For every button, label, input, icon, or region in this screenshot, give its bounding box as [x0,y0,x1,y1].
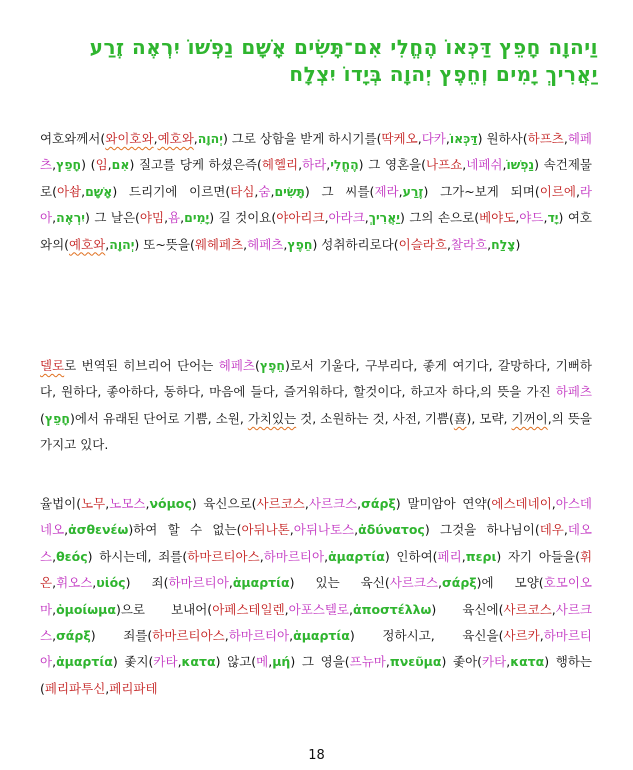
greek-word: ἁμαρτία [328,548,385,564]
transliteration: 사르코스 [256,496,305,511]
text: , [324,548,329,564]
text: , [193,131,198,146]
text: , [304,496,309,511]
text: ) 질고를 당케 하셨은즉( [129,157,262,173]
text: , [515,210,520,226]
transliteration: 에스데네이 [491,496,552,511]
underlined-word: 喜 [453,410,467,426]
hebrew-word: חָפֵץ [44,410,70,426]
page-number: 18 [308,748,325,763]
text: 여호와께서( [40,131,106,146]
hebrew-word: חֵפֶץ [287,236,313,252]
transliteration: 페리파투신 [44,680,106,696]
lexical-form: 하라 [302,157,327,173]
transliteration: 임 [95,157,108,173]
lexical-form: 다카 [421,131,446,146]
lexical-form: 찰라흐 [450,236,488,252]
hebrew-word: יָד [547,210,559,226]
text: ( [255,358,260,373]
text: ) 그 날은( [84,210,140,226]
lexical-form: 하마르티아 [263,548,325,564]
transliteration: 웨헤페츠 [194,236,244,252]
lexical-form: 페리 [437,548,462,564]
greek-word: ἀδύνατος [358,522,425,538]
lexical-form: 아스데네오 [40,496,593,538]
lexical-form: 헤페츠 [247,236,284,252]
underlined-word: 기꺼이 [511,410,548,426]
transliteration: 하마르티아스 [187,548,260,564]
lexical-form: 메 [256,654,269,670]
text: , [107,157,112,173]
text: ) 죄를( [90,628,153,644]
transliteration: 베야도 [479,210,516,226]
text: , [446,236,451,252]
hebrew-word: דַּכְּאוֹ [449,131,478,146]
text: , [254,183,259,199]
lexical-form: 사르크스 [389,575,439,591]
transliteration: 헤헬리 [261,157,299,173]
text: , [445,131,450,146]
transliteration: 페리파테 [109,680,158,696]
lexical-form: 헤페츠 [40,131,592,173]
text: , [284,601,289,617]
text: ) 또~뜻을( [134,236,195,252]
text: , [180,210,185,226]
transliteration: 와이호와 [105,131,154,146]
paragraph-romans [40,491,592,702]
transliteration: 하프츠 [527,131,564,146]
text: ) 않고( [215,654,257,670]
text: , [298,157,303,173]
lexical-form: 노모스 [109,496,146,511]
text: ,의 뜻을 가지고 있다. [40,410,592,453]
greek-word: περι [465,548,497,564]
greek-word: ἀποστέλλω [353,601,432,617]
lexical-form: 하마르티아 [168,575,229,591]
lexical-form: 제라 [374,183,399,199]
hebrew-word: אָשָׁם [85,183,113,199]
text: , [52,575,57,591]
text: ) 드리기에 이르면( [112,183,231,199]
text: ) 그것을 하나님이( [424,522,540,538]
transliteration: 아솸 [56,183,82,199]
greek-word: θεός [56,548,88,564]
hebrew-word: תָּשִׂים [274,183,305,199]
text: , [259,548,264,564]
greek-word: νόμος [149,496,192,511]
lexical-form: 하마르티아 [228,628,290,644]
text: , [268,654,273,670]
transliteration: 델로 [40,358,65,373]
text: , [438,575,443,591]
transliteration: 딱케오 [381,131,418,146]
text: , [153,131,158,146]
text: , [539,628,544,644]
greek-word: ὁμοίωμα [56,601,116,617]
lexical-form: 하페츠 [555,384,592,400]
text: )로서 기울다, 구부리다, 좋게 여기다, 갈망하다, 기뻐하다, 원하다, 좋아하다, 동하다, 마음에 들다, 즐거워하다, 할것이다, 하고자 하다,의 뜻을 가진 [40,358,592,400]
text: ) [515,236,521,252]
text: 것, 소원하는 것, 사전, 기쁨( [296,410,454,426]
transliteration: 사르코스 [503,601,552,617]
transliteration: 노무 [81,496,106,511]
text: ) 속건제물로( [40,157,592,199]
text: , [52,628,57,644]
text: , [563,522,568,538]
hebrew-word: אִם [111,157,130,173]
transliteration: 이르에 [539,183,576,199]
greek-word: ἁμαρτία [293,628,350,644]
text: , [283,236,288,252]
greek-word: κατα [510,654,545,670]
text: ( [40,410,45,426]
transliteration: 예호와 [69,236,106,252]
text: , [324,210,329,226]
text: ) 성취하리로다( [312,236,399,252]
text: ) 하시는데, 죄를( [87,548,188,564]
greek-word: πνεῦμα [389,654,442,670]
text: , [228,575,233,591]
lexical-form: 숨 [258,183,271,199]
hebrew-word: יְהוָה [109,236,135,252]
text: , [502,157,507,173]
text: ) 인하여( [384,548,438,564]
hebrew-word: חָפֵץ [56,157,82,173]
lexical-form: 네페쉬 [466,157,503,173]
text: ) 그 영혼을( [358,157,427,173]
text: )하여 할 수 없는( [128,522,242,538]
text: , [64,522,69,538]
text: , [575,183,580,199]
hebrew-word: נַפְשׁוֹ [506,157,535,173]
text: , [506,654,511,670]
text: , [398,183,403,199]
hebrew-word: יִרְאֶה [56,210,85,226]
text: ) 그 영을( [290,654,350,670]
lexical-form: 아라크 [328,210,365,226]
text: ) 좇아( [441,654,483,670]
text: ) 그 씨를( [304,183,375,199]
text: , [417,131,422,146]
transliteration: 사르카 [503,628,540,644]
text: , [551,496,556,511]
text: , [543,210,548,226]
lexical-form: 욤 [168,210,181,226]
lexical-form: 휘오스 [56,575,93,591]
text: ) 그가~보게 되며( [423,183,540,199]
text: ) 여호와의( [40,210,592,252]
text: , [462,157,467,173]
text: ) 자기 아들을( [496,548,580,564]
underlined-word: 가치있는 [247,410,297,426]
text: ) 길 것이요( [209,210,277,226]
lexical-form: 헤페츠 [218,358,255,373]
text: , [289,522,294,538]
hebrew-word: יָמִים [184,210,210,226]
lexical-form: 프뉴마 [349,654,386,670]
text: , [461,548,466,564]
text: , [224,628,229,644]
lexical-form: 라아 [40,183,592,226]
greek-word: σάρξ [361,496,396,511]
lexical-form: 카타 [153,654,178,670]
text: , [243,236,248,252]
greek-word: σάρξ [56,628,91,644]
lexical-form: 사르크스 [308,496,358,511]
transliteration: 데우 [539,522,564,538]
text: , [354,522,359,538]
text: ) 그로 상함을 받게 하시기를( [222,131,382,146]
hebrew-word: הֶחֱלִי [330,157,359,173]
text: , [105,236,110,252]
lexical-form: 데오스 [40,522,592,564]
text: )에 모양( [476,575,544,591]
transliteration: 예호와 [157,131,194,146]
greek-word: κατα [181,654,216,670]
transliteration: 야밈 [139,210,165,226]
transliteration: 타심 [230,183,255,199]
text: ) ( [81,157,96,173]
text: ) 정하시고, 육신을( [349,628,504,644]
text: ) 그의 손으로( [399,210,480,226]
lexical-form: 야드 [519,210,544,226]
text: ) 육신으로( [191,496,257,511]
paragraph-verse-translation [40,126,592,258]
hebrew-word: יַאֲרִיךְ [368,210,400,226]
paragraph-word-study [40,353,592,459]
text: , [487,236,492,252]
text: , [326,157,331,173]
text: , [52,157,57,173]
text: , [92,575,97,591]
text: ) 죄( [125,575,169,591]
text: , [164,210,169,226]
text: 로 번역된 히브리어 단어는 [64,358,219,373]
text: ) 있는 육신( [289,575,390,591]
text: , [52,601,57,617]
text: , [145,496,150,511]
lexical-form: 호모이오마 [40,575,592,617]
hebrew-verse: וַיהוָה חָפֵץ דַּכְּאוֹ הֶחֱלִי אִם־תָּשִׂים אָשָׁם נַפְשׁוֹ יִרְאֶה זֶרַע יַאֲרִיךְ יָמִים וְחֵפֶץ יְהוָה בְּיָדוֹ יִצְלָח [89,35,598,86]
text: , [105,496,110,511]
text: )으로 보내어( [115,601,213,617]
text: 율법이( [40,496,82,511]
text: , [385,654,390,670]
greek-word: υἱός [96,575,126,591]
lexical-form: 카타 [482,654,507,670]
transliteration: 아페스테일렌 [212,601,285,617]
text: , [177,654,182,670]
greek-word: ἁμαρτία [56,654,113,670]
text: ) 행하는( [40,654,592,696]
text: )에서 유래된 단어로 기쁨, 소원, [69,410,248,426]
transliteration: 야아리크 [276,210,325,226]
greek-word: ἁμαρτία [232,575,290,591]
text: ) 말미암아 연약( [395,496,492,511]
lexical-form: 아뒤나토스 [293,522,355,538]
text: , [105,680,110,696]
text: , [52,548,57,564]
text: , [81,183,86,199]
transliteration: 이슬라흐 [398,236,447,252]
text: , [52,210,57,226]
transliteration: 휘온 [40,548,593,591]
lexical-form: 사르크스 [40,601,593,644]
transliteration: 하마르티아스 [152,628,225,644]
greek-word: ἀσθενέω [68,522,129,538]
text: , [349,601,353,617]
text: , [289,628,294,644]
text: , [270,183,275,199]
hebrew-word: חֵפֶץ [259,358,285,373]
transliteration: 나프쇼 [426,157,463,173]
text: , [52,654,57,670]
text: , [357,496,362,511]
text: , [364,210,369,226]
text: , [563,131,568,146]
hebrew-word: זֶרַע [402,183,424,199]
text: ) 육신에( [431,601,504,617]
transliteration: 아뒤나톤 [241,522,290,538]
text: , [551,601,556,617]
hebrew-word: צָלַח [491,236,516,252]
lexical-form: 하마르티아 [40,628,592,670]
text: ) 원하사( [477,131,528,146]
hebrew-word: יְהוָה [197,131,223,146]
greek-word: σάρξ [442,575,477,591]
lexical-form: 아포스텔로 [288,601,350,617]
text: ) 좇지( [112,654,154,670]
text: ), 모략, [466,410,512,426]
greek-word: μή [272,654,291,670]
